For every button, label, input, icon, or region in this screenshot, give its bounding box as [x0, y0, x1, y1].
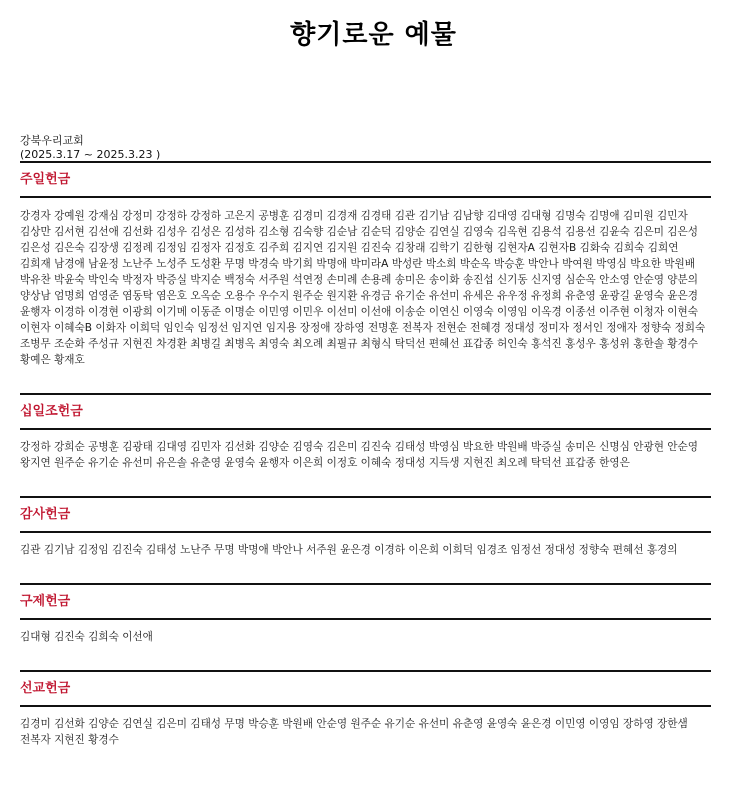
section-title: 감사헌금 [20, 498, 711, 533]
page-title: 향기로운 예물 [290, 20, 457, 50]
donor-list: 김경미 김선화 김양순 김연실 김은미 김태성 무명 박승훈 박원배 안순영 원주순 유기순 유선미 유춘영 윤영숙 윤은경 이민영 이영임 장하영 장한샘 전복자 지현진 황경수 [20, 718, 688, 746]
section-title: 선교헌금 [20, 672, 711, 707]
donor-list: 김관 김기남 김정임 김진숙 김태성 노난주 무명 박명애 박안나 서주원 윤은경 이경하 이은희 이희덕 임경조 임정선 정대성 정향숙 편혜선 홍경의 [20, 544, 678, 556]
section-sunday-offering [20, 161, 711, 368]
section-tithe [20, 393, 711, 471]
week-period: (2025.3.17 ~ 2025.3.23 ) [20, 148, 161, 161]
section-relief-offering [20, 583, 711, 645]
section-title: 구제헌금 [20, 585, 711, 620]
donor-list: 김대형 김진숙 김희숙 이선애 [20, 631, 153, 643]
section-mission-offering [20, 670, 711, 748]
section-title: 십일조헌금 [20, 395, 711, 430]
church-name: 강북우리교회 [20, 134, 84, 147]
section-title: 주일헌금 [20, 163, 711, 198]
donor-list: 강경자 강예원 강재심 강정미 강정하 강정하 고은지 공병훈 김경미 김경재 김경태 김관 김기남 김남향 김대영 김대형 김명숙 김명애 김미원 김민자 김상만 김서현 김선애 김선화 김성우 김성은 김성하 김소형 김숙향 김순남 김순덕 김양순 김연실 김영숙 김옥현 김용석 김용선 김윤숙 김은미 김은성 김은성 김은숙 김장생 김정례 김정임 김정자 김정호 김주희 김지연 김지원 김진숙 김창래 김학기 김한형 김현자A 김현자B 김화숙 김희숙 김희연 김희재 남경애 남윤정 노난주 노성주 도성환 무명 박경숙 박기희 박명애 박미라A 박성란 박소희 박순옥 박승훈 박안나 박여원 박영심 박요한 박원배 박유찬 박윤숙 박인숙 박정자 박증실 박지순 백정숙 서주원 석연정 손미례 손용례 송미은 송이화 송진섭 신기동 신지영 심순옥 안소영 안순영 양분의 양상남 엄명희 엄영준 염동탁 염은호 오옥순 오용수 우수지 원주순 원지환 유경금 유기순 유선미 유세은 유우정 유정희 유춘영 윤광길 윤영숙 윤은경 윤행자 이경하 이경현 이광희 이기메 이동준 이명순 이민영 이민우 이선미 이선애 이송순 이연신 이영숙 이영임 이옥경 이종선 이주현 이청자 이현숙 이현자 이혜숙B 이화자 이희덕 임인숙 임정선 임지연 임지용 장정애 장하영 전명훈 전복자 전현순 전혜경 정대성 정미자 정서인 정애자 정향숙 정희숙 조병무 조순화 주성규 지현진 차경환 최병길 최병옥 최영숙 최오례 최필규 최형식 탁덕선 편혜선 표갑종 허인숙 홍석진 홍성우 홍성위 홍한솔 황경수 황예은 황재호 [20, 210, 706, 366]
section-thanksgiving-offering [20, 496, 711, 558]
offering-sections [20, 161, 711, 773]
church-info [20, 134, 160, 162]
donor-list: 강정하 강희순 공병훈 김광태 김대영 김민자 김선화 김양순 김영숙 김은미 김진숙 김태성 박영심 박요한 박원배 박증실 송미은 신명심 안광현 안순영 왕지연 원주순 유기순 유선미 유은솔 유춘영 윤영숙 윤행자 이은희 이정호 이혜숙 정대성 지득생 지현진 최오례 탁덕선 표갑종 한영은 [20, 441, 698, 469]
